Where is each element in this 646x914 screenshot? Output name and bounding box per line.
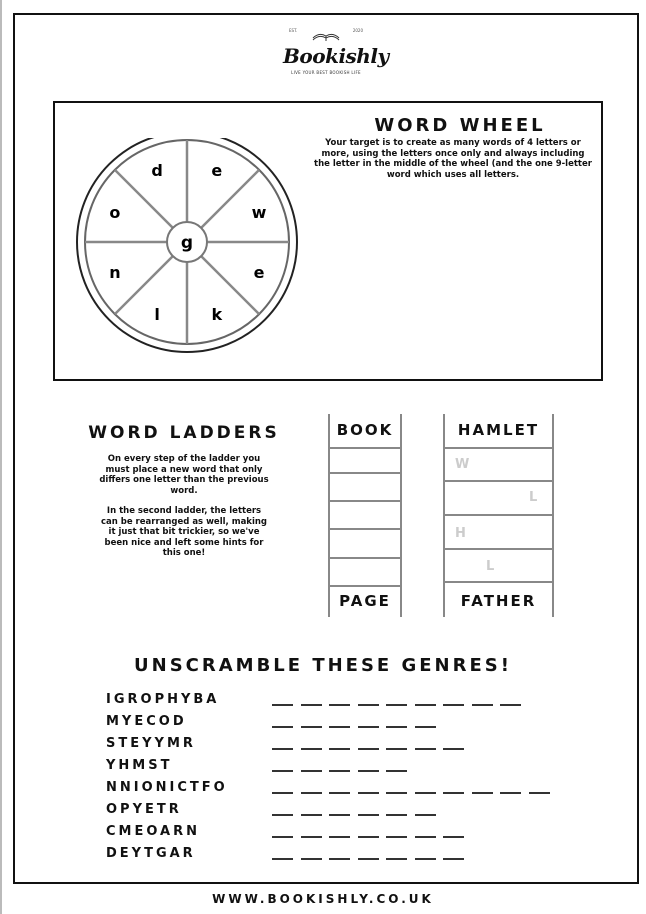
answer-blank[interactable] <box>472 792 493 794</box>
answer-blank[interactable] <box>500 792 521 794</box>
answer-blank[interactable] <box>358 792 379 794</box>
ladder-bottom-word: PAGE <box>339 592 391 610</box>
answer-blank[interactable] <box>301 814 322 816</box>
page-edge <box>0 0 2 914</box>
ladder-bottom-word: FATHER <box>460 592 537 610</box>
answer-blank[interactable] <box>358 836 379 838</box>
logo-brand: Bookishly <box>283 44 389 68</box>
answer-blank[interactable] <box>386 836 407 838</box>
answer-blank[interactable] <box>358 748 379 750</box>
answer-blank[interactable] <box>443 748 464 750</box>
ladder-top-word: BOOK <box>336 421 394 439</box>
answer-blank[interactable] <box>415 748 436 750</box>
answer-blank[interactable] <box>386 814 407 816</box>
answer-blank[interactable] <box>386 858 407 860</box>
word-wheel <box>75 138 299 356</box>
wheel-outer-letter: n <box>109 262 121 282</box>
answer-blank[interactable] <box>301 726 322 728</box>
ladder-rung[interactable] <box>328 557 402 559</box>
scrambled-word: IGROPHYBA <box>106 692 220 707</box>
answer-blank[interactable] <box>415 726 436 728</box>
answer-blank[interactable] <box>358 704 379 706</box>
answer-blank[interactable] <box>443 792 464 794</box>
ladder-book-page <box>328 414 402 617</box>
ladder-rung[interactable] <box>328 528 402 530</box>
unscramble-row <box>106 824 566 844</box>
wheel-spoke <box>115 170 173 228</box>
wheel-outer-letter: d <box>151 160 163 180</box>
answer-blank[interactable] <box>443 836 464 838</box>
answer-blank[interactable] <box>272 704 293 706</box>
wheel-center-letter: g <box>180 233 194 253</box>
answer-blank[interactable] <box>472 704 493 706</box>
answer-blank[interactable] <box>415 792 436 794</box>
answer-blank[interactable] <box>272 858 293 860</box>
answer-blank[interactable] <box>500 704 521 706</box>
ladder-hint: L <box>529 490 538 505</box>
answer-blank[interactable] <box>329 814 350 816</box>
logo-year: 2020 <box>352 28 363 33</box>
answer-blank[interactable] <box>358 814 379 816</box>
ladder-hint: H <box>455 526 466 541</box>
answer-blank[interactable] <box>386 748 407 750</box>
answer-blank[interactable] <box>301 704 322 706</box>
wheel-outer-letter: k <box>211 305 223 325</box>
ladder-top-word: HAMLET <box>457 421 540 439</box>
unscramble-row <box>106 780 566 800</box>
word-wheel-description: Your target is to create as many words of 4 letters or more, using the letters once only and always including the letter in the middle of the wheel (and the one 9-letter word which uses all letters. <box>314 138 592 180</box>
ladder-rung[interactable] <box>443 447 554 449</box>
answer-blank[interactable] <box>415 836 436 838</box>
ladder-hint: W <box>455 457 470 472</box>
ladder-rung[interactable] <box>328 447 402 449</box>
ladder-rung[interactable] <box>328 472 402 474</box>
answer-blank[interactable] <box>329 858 350 860</box>
answer-blank[interactable] <box>443 704 464 706</box>
ladder-rung[interactable] <box>443 514 554 516</box>
word-ladders-rule-1: On every step of the ladder you must place a new word that only differs one letter than the previous word. <box>99 454 269 496</box>
answer-blank[interactable] <box>329 770 350 772</box>
answer-blank[interactable] <box>386 704 407 706</box>
unscramble-row <box>106 736 566 756</box>
answer-blank[interactable] <box>301 770 322 772</box>
answer-blank[interactable] <box>301 858 322 860</box>
ladder-hint: L <box>486 559 495 574</box>
answer-blank[interactable] <box>386 792 407 794</box>
logo-tagline: LIVE YOUR BEST BOOKISH LIFE <box>291 70 361 75</box>
logo-est: EST. <box>289 28 298 33</box>
ladder-rung[interactable] <box>328 585 402 587</box>
answer-blank[interactable] <box>415 704 436 706</box>
answer-blank[interactable] <box>415 858 436 860</box>
answer-blank[interactable] <box>272 770 293 772</box>
answer-blank[interactable] <box>386 770 407 772</box>
answer-blank[interactable] <box>272 748 293 750</box>
answer-blank[interactable] <box>301 748 322 750</box>
ladder-rung[interactable] <box>443 548 554 550</box>
wheel-outer-letter: e <box>211 160 223 180</box>
wheel-outer-letter: o <box>109 203 121 223</box>
wheel-outer-letter: e <box>253 262 265 282</box>
answer-blank[interactable] <box>272 836 293 838</box>
word-wheel-panel <box>53 101 603 381</box>
answer-blank[interactable] <box>272 726 293 728</box>
wheel-spoke <box>115 256 173 314</box>
answer-blank[interactable] <box>358 726 379 728</box>
ladder-rung[interactable] <box>443 480 554 482</box>
answer-blank[interactable] <box>529 792 550 794</box>
scrambled-word: MYECOD <box>106 714 187 729</box>
wheel-spoke <box>201 256 259 314</box>
unscramble-row <box>106 692 566 712</box>
word-wheel-title: WORD WHEEL <box>374 115 546 136</box>
answer-blank[interactable] <box>301 792 322 794</box>
answer-blank[interactable] <box>301 836 322 838</box>
answer-blank[interactable] <box>358 858 379 860</box>
answer-blank[interactable] <box>329 726 350 728</box>
unscramble-row <box>106 802 566 822</box>
footer-url[interactable]: WWW.BOOKISHLY.CO.UK <box>212 892 434 906</box>
ladder-rung[interactable] <box>328 500 402 502</box>
answer-blank[interactable] <box>329 792 350 794</box>
word-ladders-description <box>99 454 269 559</box>
word-ladders-rule-2: In the second ladder, the letters can be rearranged as well, making it just that bit trickier, so we've been nice and left some hints for this one! <box>100 506 268 558</box>
unscramble-row <box>106 714 566 734</box>
scrambled-word: STEYYMR <box>106 736 196 751</box>
word-ladders-title: WORD LADDERS <box>88 423 280 443</box>
scrambled-word: OPYETR <box>106 802 182 817</box>
ladder-hamlet-father <box>443 414 554 617</box>
unscramble-row <box>106 758 566 778</box>
answer-blank[interactable] <box>443 858 464 860</box>
scrambled-word: NNIONICTFO <box>106 780 228 795</box>
unscramble-row <box>106 846 566 866</box>
ladder-rung[interactable] <box>443 581 554 583</box>
answer-blank[interactable] <box>415 814 436 816</box>
scrambled-word: DEYTGAR <box>106 846 196 861</box>
scrambled-word: CMEOARN <box>106 824 201 839</box>
bookishly-logo <box>283 26 389 86</box>
answer-blank[interactable] <box>329 704 350 706</box>
answer-blank[interactable] <box>272 792 293 794</box>
answer-blank[interactable] <box>386 726 407 728</box>
wheel-outer-letter: l <box>154 305 160 325</box>
wheel-spoke <box>201 170 259 228</box>
answer-blank[interactable] <box>272 814 293 816</box>
unscramble-title: UNSCRAMBLE THESE GENRES! <box>134 655 512 676</box>
wheel-outer-letter: w <box>251 203 267 223</box>
answer-blank[interactable] <box>329 836 350 838</box>
answer-blank[interactable] <box>358 770 379 772</box>
scrambled-word: YHMST <box>106 758 173 773</box>
answer-blank[interactable] <box>329 748 350 750</box>
